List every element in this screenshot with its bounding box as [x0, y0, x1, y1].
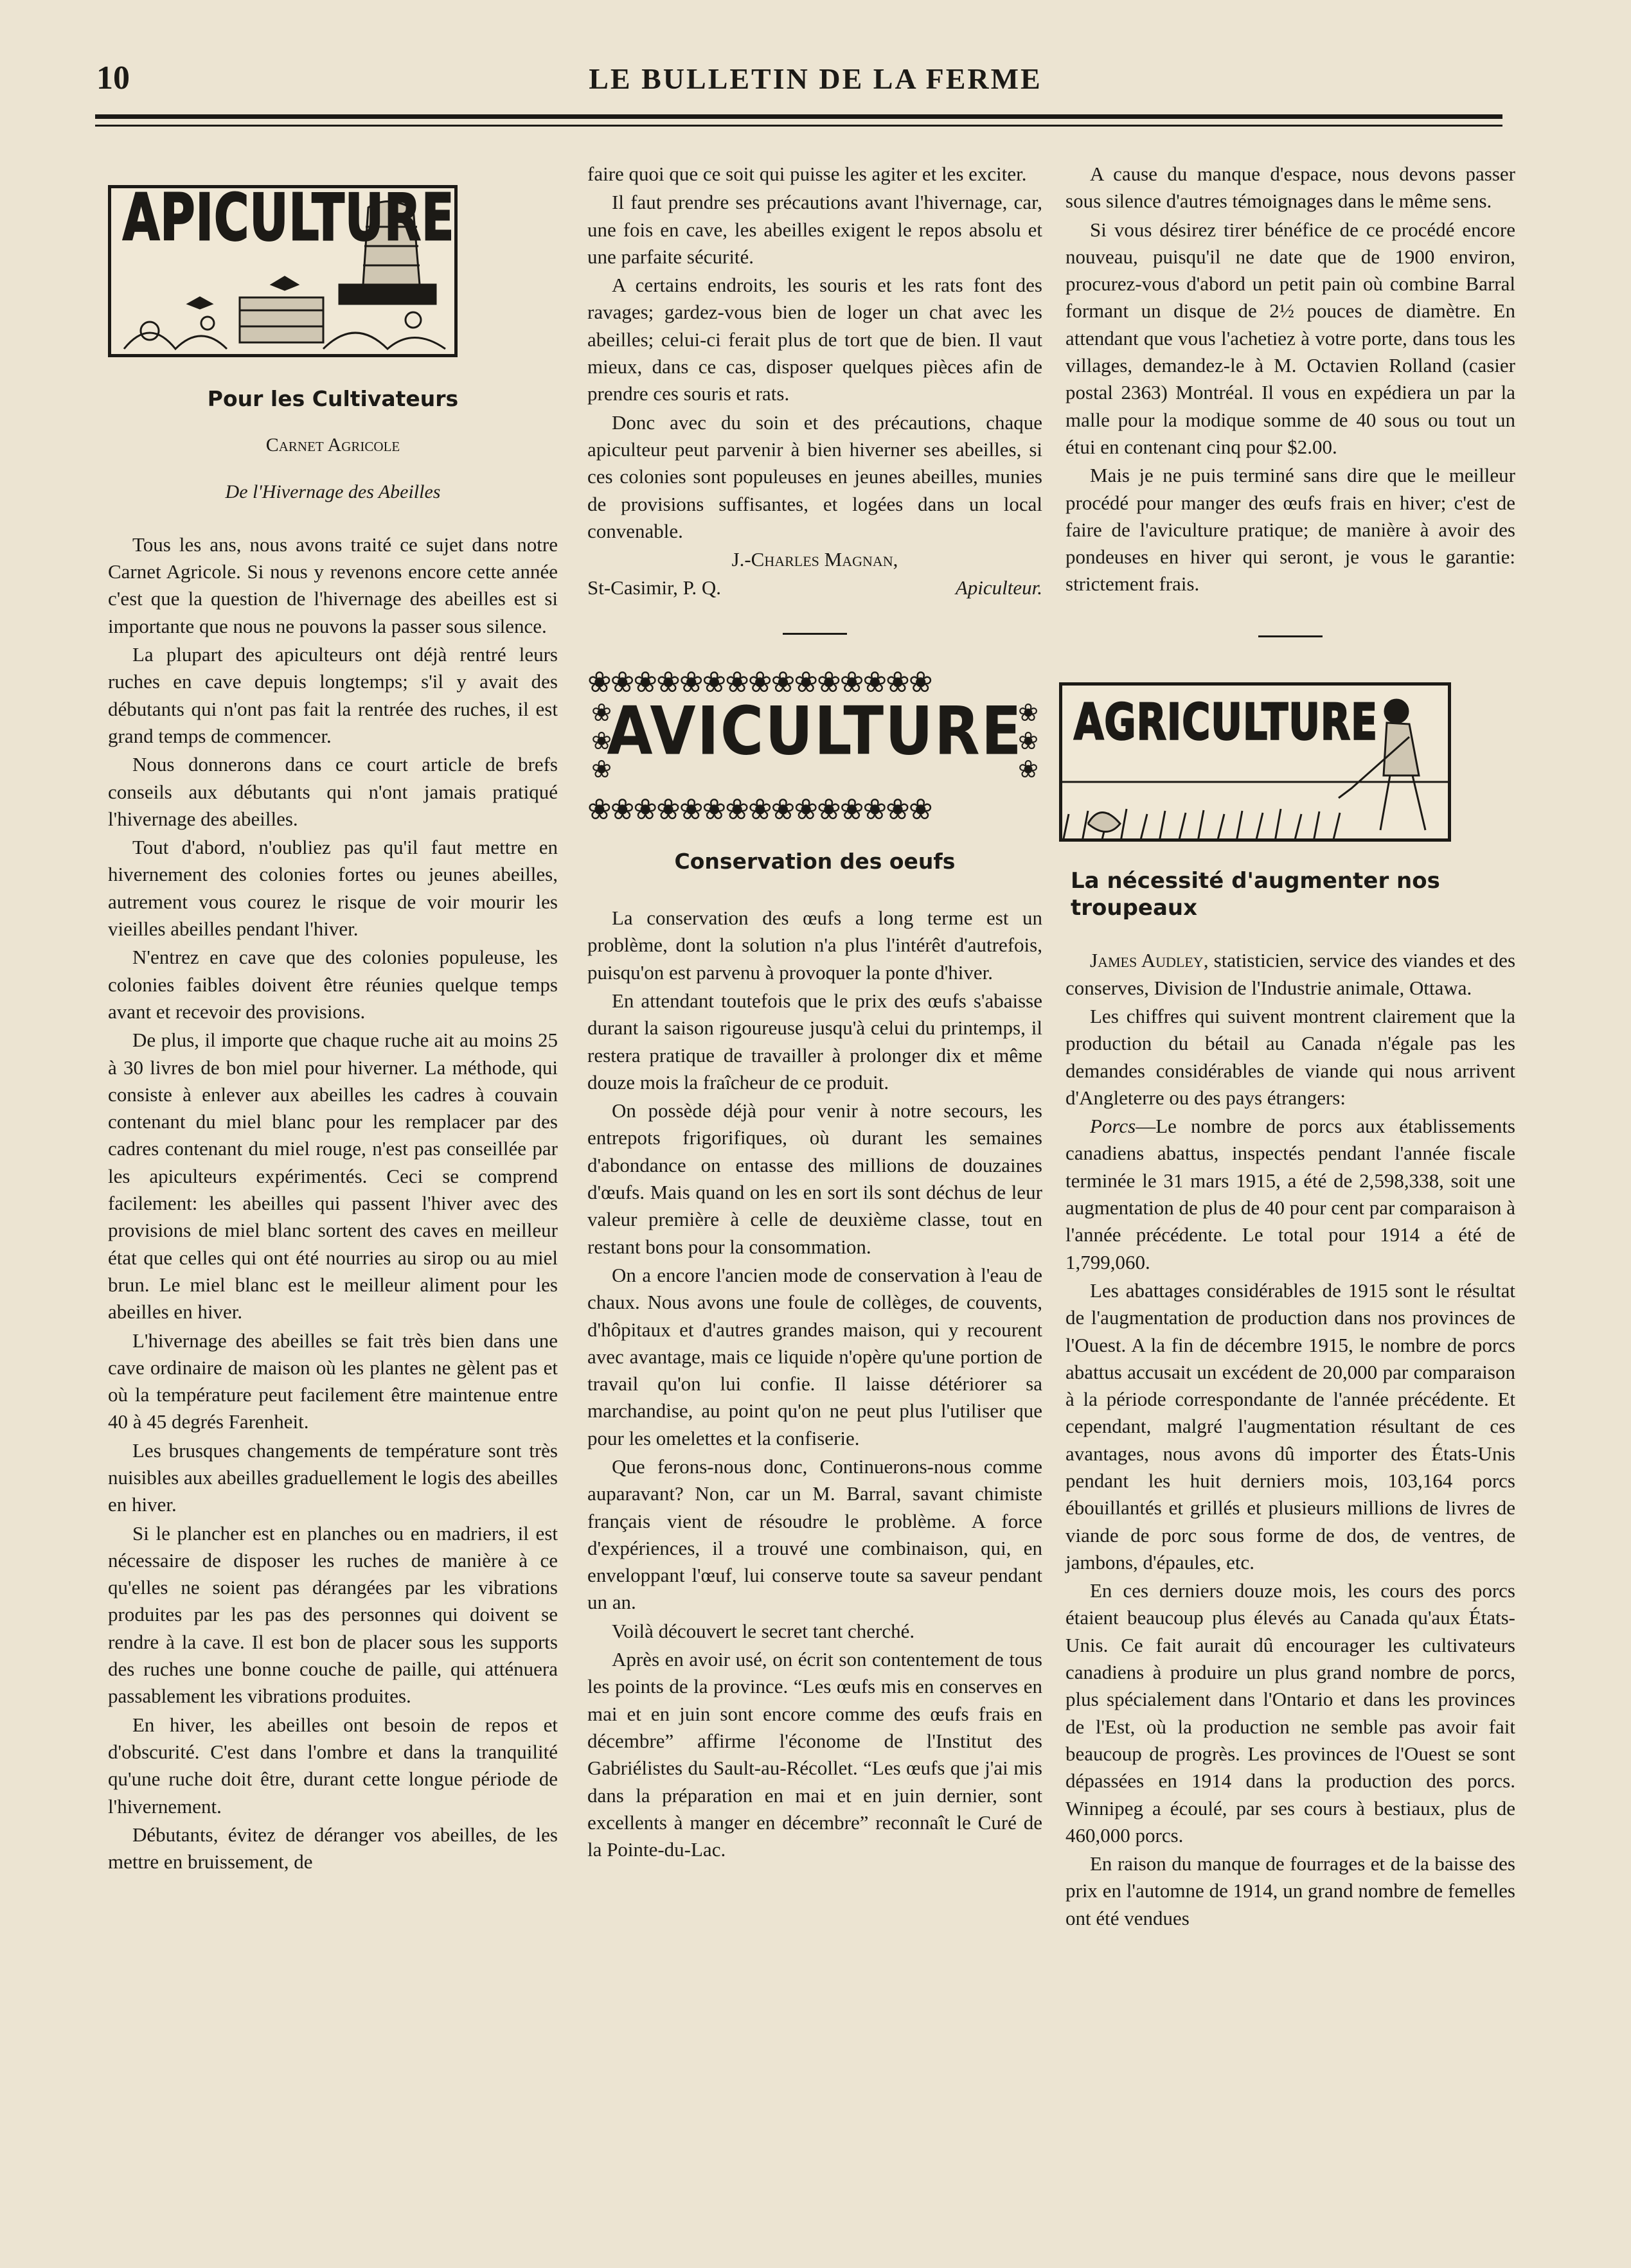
porcs-text: Le nombre de porcs aux établissements canadiens abattus, inspectés pendant l'année fiscale terminée le 31 mars 1915, a été de 2,598,338, soit une augmentation de plus de 40 pour cent par comparaison à l'année précédente. Le total pour 1914 a été de 1,799,060.: [1065, 1115, 1515, 1273]
paragraph: En hiver, les abeilles ont besoin de repos et d'obscurité. C'est dans l'ombre et dans la tranquilité qu'une ruche doit être, durant cette longue période de l'hivernement.: [108, 1713, 558, 1818]
article-subtitle: De l'Hivernage des Abeilles: [225, 481, 441, 502]
paragraph: A certains endroits, les souris et les rats font des ravages; gardez-vous bien de loger un chat avec les abeilles; celui-ci ferait plus de tort que de bien. Il vaut mieux, dans ce cas, disposer quelques pièces afin de prendre ces souris et rats.: [587, 274, 1042, 405]
aviculture-heading: Conservation des oeufs: [674, 848, 956, 874]
paragraph: En raison du manque de fourrages et de la baisse des prix en l'automne de 1914, un grand nombre de femelles ont été vendues: [1065, 1852, 1515, 1929]
paragraph: A cause du manque d'espace, nous devons passer sous silence d'autres témoignages dans le même sens.: [1065, 163, 1515, 213]
paragraph: Débutants, évitez de déranger vos abeilles, de les mettre en bruissement, de: [108, 1823, 558, 1874]
paragraph: Voilà découvert le secret tant cherché.: [612, 1619, 915, 1642]
paragraph: Après en avoir usé, on écrit son contentement de tous les points de la province. “Les œufs mis en conserves en mai et en juin sont encore comme des œufs frais en décembre” affirme l'économe de l'Institut des Gabriélistes du Sault-au-Récollet. “Les œufs que j'ai mis dans la préparation en mai et en juin dernier, sont excellents à manger en décembre” reconnaît le Curé de la Pointe-du-Lac.: [587, 1648, 1042, 1861]
apiculture-banner-title: APICULTURE: [123, 185, 455, 256]
paragraph: [1065, 947, 1515, 1002]
signature-name: J.-Charles Magnan,: [731, 548, 898, 571]
paragraph: On a encore l'ancien mode de conservation à l'eau de chaux. Nous avons une foule de collèges, de couvents, d'hôpitaux et d'autres grandes maison, qui y recourent avec avantage, mais ce liquide n'opère qu'une portion de travail qu'on lui confie. Il laisse détériorer sa marchandise, au point qu'on ne peut plus l'utiliser que pour les omelettes et la confiserie.: [587, 1263, 1042, 1449]
paragraph: En attendant toutefois que le prix des œufs s'abaisse durant la saison rigoureuse jusqu'à celui du printemps, il restera pratique de travailler à prolonger dix et même douze mois la fraîcheur de ce produit.: [587, 989, 1042, 1094]
author-description: statisticien, service des viandes et des conserves, Division de l'Industrie animale, Ottawa.: [1065, 949, 1516, 999]
paragraph: faire quoi que ce soit qui puisse les agiter et les exciter.: [587, 163, 1027, 185]
paragraph: Si le plancher est en planches ou en madriers, il est nécessaire de disposer les ruches de manière à ce qu'elles ne soient pas dérangées par les vibrations produites par les pas des personnes qui doivent se rendre à la cave. Il est bon de placer sous les supports des ruches une bonne couche de paille, qui atténuera passablement les vibrations produites.: [108, 1521, 558, 1708]
page-number: 10: [96, 60, 130, 96]
author-name: James Audley,: [1090, 949, 1209, 972]
paragraph: Les brusques changements de température sont très nuisibles aux abeilles graduellement le logis des abeilles en hiver.: [108, 1439, 558, 1516]
paragraph: Nous donnerons dans ce court article de brefs conseils aux débutants qui n'ont jamais pratiqué l'hivernage des abeilles.: [108, 753, 558, 830]
aviculture-banner-title: AVICULTURE: [607, 693, 1023, 770]
signature-line: [587, 574, 1042, 601]
aviculture-banner: [587, 668, 1042, 835]
paragraph: De plus, il importe que chaque ruche ait au moins 25 à 30 livres de bon miel pour hiverner. La méthode, qui consiste à enlever aux abeilles les cadres à couvain contenant du miel blanc pour les remplacer par des cadres contenant du miel rouge, n'est pas conseillée par les apiculteurs expérimentés. Ceci se comprend facilement: les abeilles qui passent l'hiver avec des provisions de miel blanc sortent des caves en meilleur état que celles qui ont été nourries au sirop ou au miel brun. Le miel blanc est le meilleur aliment pour les abeilles en hiver.: [108, 1029, 558, 1324]
paragraph: Tous les ans, nous avons traité ce sujet dans notre Carnet Agricole. Si nous y revenons encore cette année c'est que la question de l'hivernage des abeilles est si importante que nous ne pouvons la passer sous silence.: [108, 533, 558, 637]
flower-border-top: ❀❀❀❀❀❀❀❀❀❀❀❀❀❀❀: [587, 666, 932, 698]
paragraph: Les chiffres qui suivent montrent clairement que la production du bétail au Canada n'égale pas les demandes considérables de viande qui nous arrivent d'Angleterre ou des pays étrangers:: [1065, 1004, 1515, 1109]
paragraph: Les abattages considérables de 1915 sont le résultat de l'augmentation de production dans nos provinces de l'Ouest. A la fin de décembre 1915, le nombre de porcs abattus accusait un excédent de 20,000 par comparaison à la période correspondante de l'année précédente. Et cependant, malgré l'augmentation résultant de ces avantages, nous avons dû importer des États-Unis pendant les huit derniers mois, 103,164 porcs ébouillantés et grillés et plusieurs millions de livres de viande de porc sous forme de dos, de ventres, de jambons, d'épaules, etc.: [1065, 1279, 1515, 1573]
paragraph: Il faut prendre ses précautions avant l'hivernage, car, une fois en cave, les abeilles exigent le repos absolu et une parfaite sécurité.: [587, 191, 1042, 268]
porcs-label: Porcs: [1090, 1115, 1136, 1138]
column-title: Carnet Agricole: [265, 434, 400, 456]
header-rule: [95, 114, 1502, 119]
signature-title: Apiculteur.: [955, 576, 1042, 599]
apiculture-banner: [108, 185, 458, 357]
column-1: [108, 161, 558, 1877]
signature-place: St-Casimir, P. Q.: [587, 576, 722, 599]
flower-border-bottom: ❀❀❀❀❀❀❀❀❀❀❀❀❀❀❀: [587, 793, 932, 826]
paragraph: La plupart des apiculteurs ont déjà rentré leurs ruches en cave depuis longtemps; s'il y avait des débutants qui n'ont pas fait la rentrée des ruches, il est grand temps de commencer.: [108, 643, 558, 747]
paragraph: Mais je ne puis terminé sans dire que le meilleur procédé pour manger des œufs frais en hiver; c'est de faire de l'aviculture pratique; de manière à avoir des pondeuses en hiver qui seront, je vous le garantie: strictement frais.: [1065, 464, 1515, 596]
column-2: [587, 161, 1042, 1865]
paragraph: La conservation des œufs a long terme est un problème, dont la solution n'a plus l'intérêt d'autrefois, puisqu'on est parvenu à provoquer la ponte d'hiver.: [587, 907, 1042, 984]
agriculture-heading: La nécessité d'augmenter nos troupeaux: [1071, 867, 1440, 921]
flower-border-right: ❀ ❀ ❀: [1018, 699, 1038, 783]
paragraph: Donc avec du soin et des précautions, chaque apiculteur peut parvenir à bien hiverner ses abeilles, si ces colonies sont populeuses en jeunes abeilles, munies de provisions suffisantes, et logées dans un local convenable.: [587, 411, 1042, 542]
agriculture-banner-title: AGRICULTURE: [1074, 693, 1378, 752]
header-rule-thin: [95, 125, 1502, 127]
paragraph: En ces derniers douze mois, les cours des porcs étaient beaucoup plus élevés au Canada qu'aux États-Unis. Ce fait aurait dû encourager les cultivateurs canadiens à produire un plus grand nombre de porcs, plus spécialement dans l'Ontario et dans les provinces de l'Est, où la production ne semble pas avoir fait beaucoup de progrès. Les provinces de l'Ouest se sont dépassées en 1914 dans la production des porcs. Winnipeg a écoulé, par ses cours à bestiaux, plus de 460,000 porcs.: [1065, 1579, 1515, 1847]
flower-border-left: ❀ ❀ ❀: [591, 699, 612, 783]
apiculture-heading: Pour les Cultivateurs: [207, 386, 459, 411]
column-3: [1065, 161, 1515, 1933]
paragraph: Si vous désirez tirer bénéfice de ce procédé encore nouveau, puisqu'il ne date que de 1900 environ, procurez-vous d'abord un petit pain où combine Barral formant un disque de 2½ pouces de diamètre. En attendant que vous l'achetiez à votre porte, dans tous les villages, demandez-le à M. Octavien Rolland (casier postal 2363) Montréal. Il vous en expédiera un par la malle pour la modique somme de 40 sous ou tout un étui en contenant cinq pour $2.00.: [1065, 218, 1515, 458]
paragraph: N'entrez en cave que des colonies populeuse, les colonies faibles doivent être réunies quelque temps avant et recevoir des provisions.: [108, 946, 558, 1023]
running-title: LE BULLETIN DE LA FERME: [589, 62, 1042, 95]
paragraph: Tout d'abord, n'oubliez pas qu'il faut mettre en hivernement des colonies fortes ou jeunes abeilles, autrement vous courez le risque de voir mourir les vieilles abeilles pendant l'hiver.: [108, 836, 558, 941]
paragraph: Porcs—Le nombre de porcs aux établissements canadiens abattus, inspectés pendant l'année fiscale terminée le 31 mars 1915, a été de 2,598,338, soit une augmentation de plus de 40 pour cent par comparaison à l'année précédente. Le total pour 1914 a été de 1,799,060.: [1065, 1115, 1515, 1273]
agriculture-banner: [1059, 682, 1451, 842]
paragraph: On possède déjà pour venir à notre secours, les entrepots frigorifiques, où durant les semaines d'abondance on entasse des millions de douzaines d'œufs. Mais quand on les en sort ils sont déchus de leur valeur première à celle de deuxième classe, tout en restant bons pour la consommation.: [587, 1099, 1042, 1258]
section-separator: [783, 633, 847, 635]
paragraph: Que ferons-nous donc, Continuerons-nous comme auparavant? Non, car un M. Barral, savant chimiste français vient de résoudre le problème. A force d'expériences, il a trouvé une combinaison, qui, en enveloppant l'œuf, lui conserve toute sa saveur pendant un an.: [587, 1455, 1042, 1614]
paragraph: L'hivernage des abeilles se fait très bien dans une cave ordinaire de maison où les plantes ne gèlent pas et où la température peut facilement être maintenue entre 40 à 45 degrés Farenheit.: [108, 1329, 558, 1433]
section-separator: [1258, 635, 1323, 637]
